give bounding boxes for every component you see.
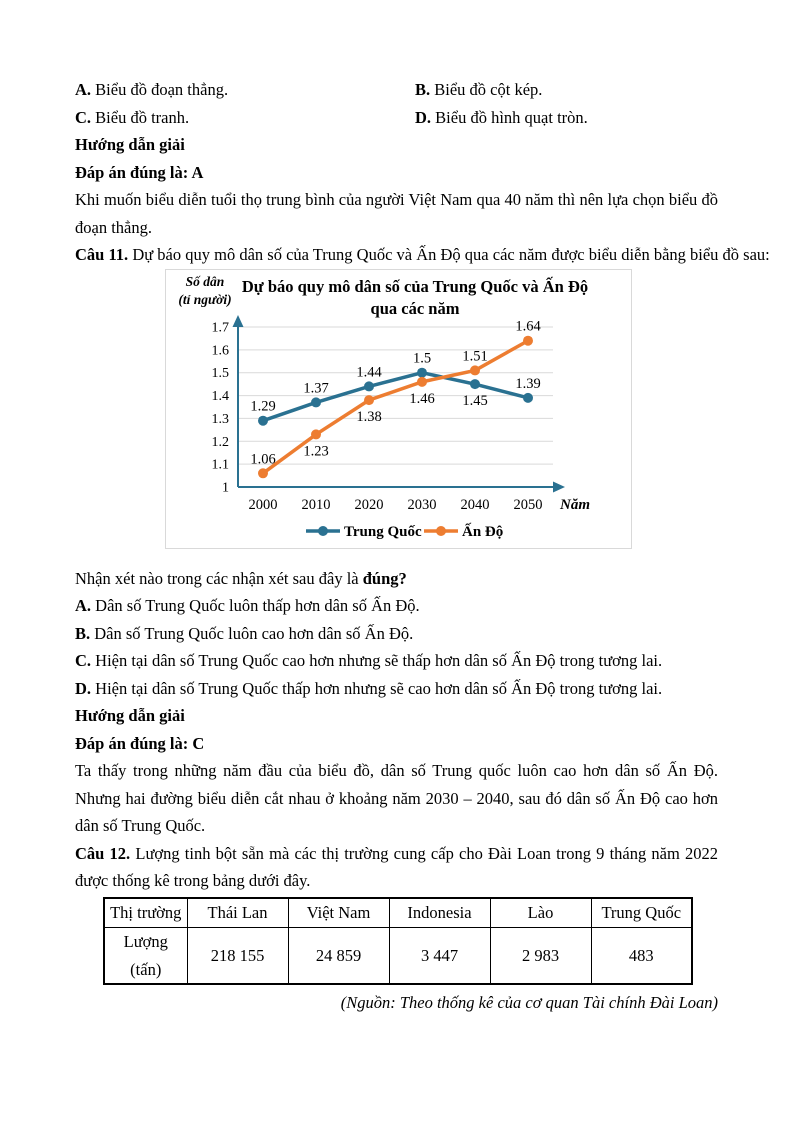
legend-marker <box>436 526 446 536</box>
y-tick-label: 1.7 <box>211 320 229 335</box>
y-tick-label: 1.4 <box>211 388 229 404</box>
x-tick-label: 2000 <box>248 496 278 513</box>
option-text: Hiện tại dân số Trung Quốc cao hơn nhưng sẽ thấp hơn dân số Ấn Độ trong tương lai. <box>95 651 663 670</box>
starch-table <box>103 897 693 986</box>
option-text: Biểu đồ cột kép. <box>434 80 543 99</box>
table-cell: Lào <box>490 898 591 928</box>
table-cell: Thị trường <box>104 898 187 928</box>
y-axis-title: (tỉ người) <box>178 291 232 307</box>
q11-intro-line <box>75 241 770 269</box>
table-cell: 483 <box>591 928 692 985</box>
y-tick-label: 1.2 <box>211 434 229 450</box>
data-point <box>311 397 321 407</box>
q11-explanation: Ta thấy trong những năm đầu của biểu đồ, dân số Trung quốc luôn cao hơn dân số Ấn Độ. Nhưng hai đường biểu diễn cắt nhau ở khoảng năm 2030 – 2040, sau đó dân số Ấn Độ cao hơn dân số Trung Quốc. <box>75 761 718 835</box>
x-tick-label: 2050 <box>513 496 543 513</box>
data-label: 1.46 <box>409 390 435 407</box>
q11-answer-line: Đáp án đúng là: C <box>75 733 205 753</box>
q11-label: Câu 11. <box>75 245 129 264</box>
q10-guide-heading: Hướng dẫn giải <box>75 135 185 154</box>
q12-intro <box>75 840 718 895</box>
table-cell: 2 983 <box>490 928 591 985</box>
option-text: Hiện tại dân số Trung Quốc thấp hơn nhưng sẽ cao hơn dân số Ấn Độ trong tương lai. <box>95 678 663 698</box>
q10-option-a <box>75 76 415 104</box>
table-cell: 24 859 <box>288 928 389 985</box>
data-point <box>470 379 480 389</box>
q11-option-a <box>75 592 718 620</box>
q11-guide-heading: Hướng dẫn giải <box>75 706 185 725</box>
data-label: 1.38 <box>356 408 382 425</box>
data-label: 1.64 <box>515 318 541 335</box>
option-letter: C. <box>75 107 92 127</box>
table-header-row <box>104 898 692 928</box>
option-letter: C. <box>75 651 92 670</box>
option-letter: A. <box>75 596 92 615</box>
x-tick-label: 2020 <box>354 496 384 513</box>
x-axis-title: Năm <box>560 496 590 513</box>
data-label: 1.51 <box>462 347 488 364</box>
data-label: 1.45 <box>462 392 488 409</box>
data-point <box>417 367 427 377</box>
table-cell: Thái Lan <box>187 898 288 928</box>
q10-option-c <box>75 104 415 132</box>
q11-question-bold: đúng? <box>362 568 407 588</box>
x-tick-label: 2040 <box>460 496 490 513</box>
table-cell: Việt Nam <box>288 898 389 928</box>
data-point <box>258 415 268 425</box>
option-letter: B. <box>75 623 91 643</box>
population-chart-figure <box>165 269 632 549</box>
data-label: 1.5 <box>412 350 432 367</box>
legend-label: Ấn Độ <box>462 523 504 540</box>
q10-options-row-1 <box>75 76 718 104</box>
y-tick-label: 1.5 <box>211 365 229 381</box>
table-cell: 3 447 <box>389 928 490 985</box>
option-text: Biểu đồ hình quạt tròn. <box>435 107 588 127</box>
data-label: 1.37 <box>303 379 329 396</box>
q11-intro-text: Dự báo quy mô dân số của Trung Quốc và Ấn Độ qua các năm được biểu diễn bằng biểu đồ sau: <box>132 245 770 264</box>
q10-option-b <box>415 76 718 104</box>
data-point <box>364 395 374 405</box>
chart-title: Dự báo quy mô dân số của Trung Quốc và Ấn Độ <box>241 276 589 296</box>
option-text: Dân số Trung Quốc luôn thấp hơn dân số Ấn Độ. <box>95 596 420 615</box>
y-tick-label: 1.3 <box>211 411 229 427</box>
y-tick-label: 1 <box>222 480 229 495</box>
table-cell: Lượng (tấn) <box>104 928 187 985</box>
table-value-row <box>104 928 692 985</box>
x-tick-label: 2030 <box>407 496 437 513</box>
option-letter: D. <box>415 107 432 127</box>
data-point <box>523 392 533 402</box>
q12-intro-text: Lượng tinh bột sẵn mà các thị trường cung cấp cho Đài Loan trong 9 tháng năm 2022 được thống kê trong bảng dưới đây. <box>75 843 719 890</box>
q11-option-b <box>75 620 718 648</box>
data-label: 1.39 <box>515 375 541 392</box>
option-text: Dân số Trung Quốc luôn cao hơn dân số Ấn Độ. <box>94 623 414 643</box>
y-tick-label: 1.1 <box>211 457 229 473</box>
data-label: 1.44 <box>356 363 382 380</box>
q10-explanation: Khi muốn biểu diễn tuổi thọ trung bình của người Việt Nam qua 40 năm thì nên lựa chọn biểu đồ đoạn thẳng. <box>75 190 718 237</box>
q11-option-c <box>75 647 718 675</box>
data-label: 1.29 <box>250 398 276 415</box>
y-tick-label: 1.6 <box>211 342 229 358</box>
table-source: (Nguồn: Theo thống kê của cơ quan Tài chính Đài Loan) <box>340 993 718 1012</box>
table-cell: Indonesia <box>389 898 490 928</box>
data-point <box>417 376 427 386</box>
q10-option-d <box>415 104 718 132</box>
chart-title: qua các năm <box>370 298 460 318</box>
q10-options-row-2 <box>75 104 718 132</box>
q11-option-d <box>75 675 718 703</box>
option-letter: B. <box>415 80 431 99</box>
data-point <box>258 468 268 478</box>
data-point <box>523 335 533 345</box>
data-point <box>470 365 480 375</box>
population-line-chart <box>166 270 631 548</box>
y-axis-title: Số dân <box>185 273 225 289</box>
option-letter: A. <box>75 80 92 99</box>
q11-question-line <box>75 565 718 593</box>
table-cell: Trung Quốc <box>591 898 692 928</box>
legend-label: Trung Quốc <box>344 523 422 540</box>
data-point <box>311 429 321 439</box>
q11-question-prefix: Nhận xét nào trong các nhận xét sau đây là <box>75 568 359 588</box>
data-label: 1.06 <box>250 450 276 467</box>
data-point <box>364 381 374 391</box>
option-text: Biểu đồ tranh. <box>95 107 190 127</box>
option-text: Biểu đồ đoạn thẳng. <box>95 80 229 99</box>
x-tick-label: 2010 <box>301 496 331 513</box>
legend-marker <box>318 526 328 536</box>
q10-answer-line: Đáp án đúng là: A <box>75 162 204 182</box>
data-label: 1.23 <box>303 442 329 459</box>
option-letter: D. <box>75 678 92 698</box>
table-cell: 218 155 <box>187 928 288 985</box>
q12-label: Câu 12. <box>75 843 131 863</box>
